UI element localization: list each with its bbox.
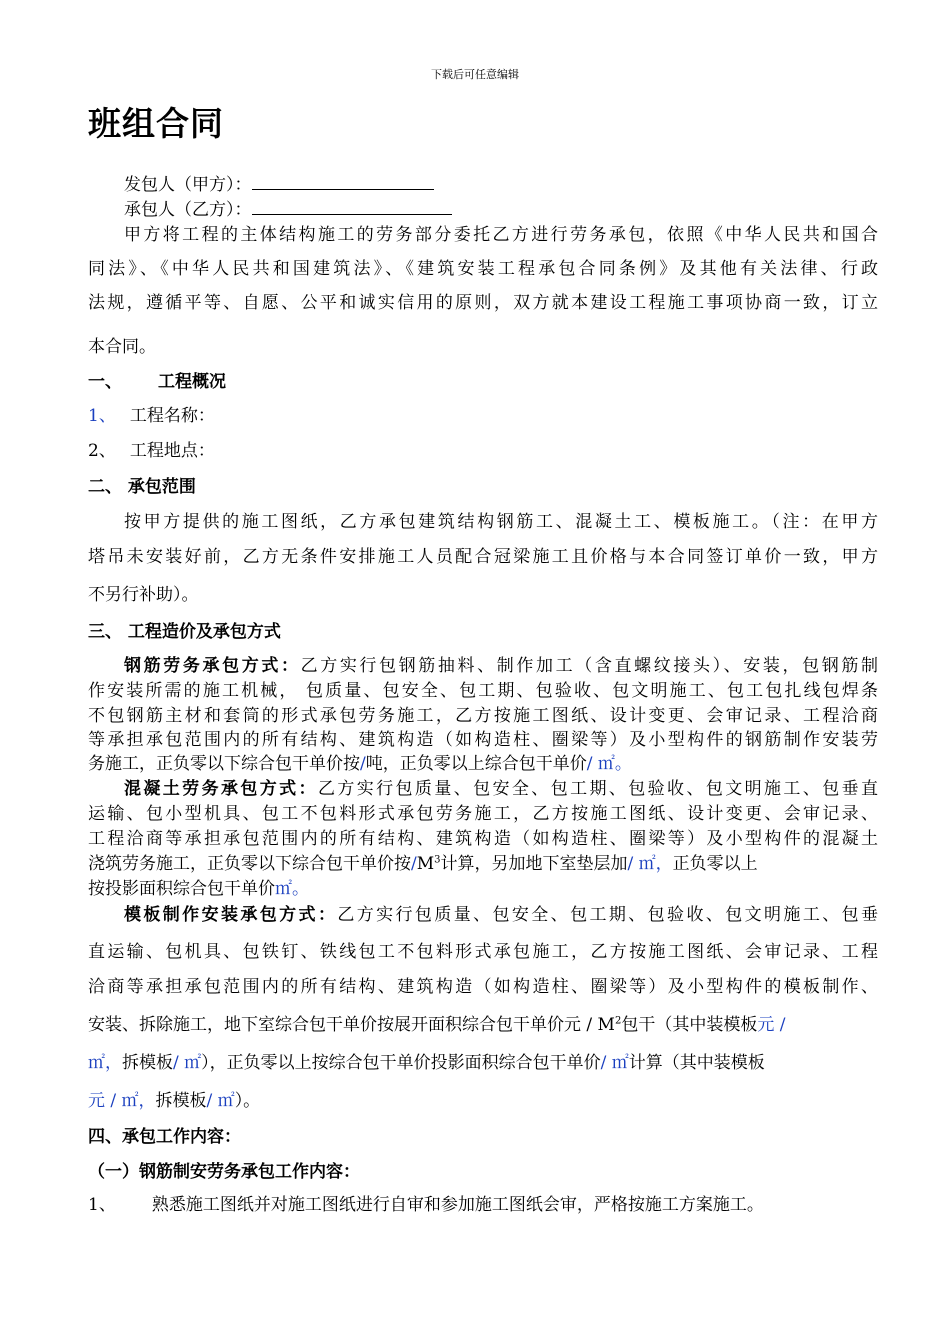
section-1-number: 一、 bbox=[88, 372, 122, 392]
body-line: 按甲方提供的施工图纸，乙方承包建筑结构钢筋工、混凝土工、模板施工。（注：在甲方 bbox=[124, 512, 878, 532]
item-text: 工程地点： bbox=[129, 441, 215, 461]
section-4-heading: 四、承包工作内容： bbox=[88, 1127, 241, 1147]
formwork-text: 计算（其中装模板 bbox=[628, 1053, 765, 1073]
party-b-label: 承包人（乙方）： bbox=[124, 200, 252, 220]
party-b-line bbox=[124, 195, 878, 220]
list-item bbox=[88, 401, 878, 426]
section-1-title: 工程概况 bbox=[158, 372, 226, 392]
unit-text: / ㎡ bbox=[600, 1053, 629, 1073]
page-title: 班组合同 bbox=[88, 104, 224, 143]
formwork-text: 拆模板 bbox=[122, 1053, 173, 1073]
formwork-text: 拆模板 bbox=[155, 1091, 207, 1111]
party-a-label: 发包人（甲方）： bbox=[124, 175, 252, 195]
intro-line: 法规，遵循平等、自愿、公平和诚实信用的原则，双方就本建设工程施工事项协商一致，订立 bbox=[88, 293, 878, 313]
rebar-line: 不包钢筋主材和套筒的形式承包劳务施工，乙方按施工图纸、设计变更、会审记录、工程洽商 bbox=[88, 706, 878, 726]
item-number: 1、 bbox=[88, 1195, 116, 1215]
formwork-text: ）。 bbox=[234, 1091, 261, 1111]
section-4-1-heading: （一）钢筋制安劳务承包工作内容： bbox=[88, 1162, 360, 1182]
section-3-heading: 三、 工程造价及承包方式 bbox=[88, 622, 281, 642]
section-2-heading: 二、 承包范围 bbox=[88, 477, 196, 497]
intro-line: 本合同。 bbox=[88, 337, 156, 357]
unit-text: / ㎡ bbox=[173, 1053, 202, 1073]
intro-line: 甲方将工程的主体结构施工的劳务部分委托乙方进行劳务承包，依照《中华人民共和国合 bbox=[124, 225, 878, 245]
item-number: 2、 bbox=[88, 441, 116, 461]
party-b-blank bbox=[252, 199, 452, 215]
party-a-blank bbox=[252, 174, 434, 190]
concrete-text: 正负零以上 bbox=[672, 854, 758, 874]
formwork-label: 模板制作安装承包方式： bbox=[124, 905, 338, 925]
unit-text: 元 / ㎡， bbox=[88, 1091, 156, 1111]
formwork-text: 包干（其中装模板 bbox=[621, 1015, 758, 1035]
header-note: 下载后可任意编辑 bbox=[431, 68, 519, 81]
rebar-line bbox=[88, 749, 878, 774]
rebar-text: 乙方实行包钢筋抽料、制作加工（含直螺纹接头）、安装，包钢筋制 bbox=[300, 656, 879, 676]
concrete-text: 按投影面积综合包干单价 bbox=[88, 879, 275, 899]
formwork-line bbox=[88, 1086, 878, 1111]
formwork-line: 直运输、包机具、包铁钉、铁线包工不包料形式承包施工，乙方按施工图纸、会审记录、工程 bbox=[88, 942, 878, 962]
formwork-text: ），正负零以上按综合包干单价投影面积综合包干单价 bbox=[201, 1053, 601, 1073]
item-text: 熟悉施工图纸并对施工图纸进行自审和参加施工图纸会审，严格按施工方案施工。 bbox=[151, 1195, 764, 1215]
unit-text: ㎡， bbox=[88, 1053, 122, 1073]
section-1-heading bbox=[88, 367, 878, 392]
party-a-line bbox=[124, 170, 878, 195]
unit-text: / bbox=[360, 754, 366, 774]
superscript: 3 bbox=[434, 854, 441, 866]
concrete-text: 计算，另加地下室垫层加 bbox=[440, 854, 628, 874]
concrete-line: 运输、包小型机具、包工不包料形式承包劳务施工，乙方按施工图纸、设计变更、会审记录、 bbox=[88, 804, 878, 824]
concrete-text: 乙方实行包质量、包安全、包工期、包验收、包文明施工、包垂直 bbox=[317, 779, 879, 799]
rebar-text: 吨，正负零以上综合包干单价 bbox=[365, 754, 587, 774]
body-line: 塔吊未安装好前，乙方无条件安排施工人员配合冠梁施工且价格与本合同签订单价一致，甲方 bbox=[88, 547, 878, 567]
unit-text: ㎡。 bbox=[275, 879, 309, 899]
unit-text: M bbox=[416, 854, 435, 874]
rebar-text: 务施工，正负零以下综合包干单价按 bbox=[88, 754, 360, 774]
formwork-line bbox=[124, 900, 878, 925]
concrete-label: 混凝土劳务承包方式： bbox=[124, 779, 318, 799]
superscript: 2 bbox=[614, 1015, 622, 1027]
unit-text: 元 / bbox=[757, 1015, 786, 1035]
rebar-line: 作安装所需的施工机械， 包质量、包安全、包工期、包验收、包文明施工、包工包扎线包焊条 bbox=[88, 681, 878, 701]
concrete-line bbox=[88, 849, 878, 874]
concrete-line: 工程洽商等承担承包范围内的所有结构、建筑构造（如构造柱、圈梁等）及小型构件的混凝土 bbox=[88, 829, 878, 849]
formwork-line bbox=[88, 1010, 878, 1035]
unit-text: / ㎡， bbox=[627, 854, 673, 874]
rebar-line: 等承担承包范围内的所有结构、建筑构造（如构造柱、圈梁等）及小型构件的钢筋制作安装劳 bbox=[88, 730, 878, 750]
formwork-line bbox=[88, 1048, 878, 1073]
unit-text: / ㎡。 bbox=[586, 754, 632, 774]
formwork-text: 安装、拆除施工，地下室综合包干单价按展开面积综合包干单价元 / M bbox=[88, 1015, 615, 1035]
rebar-label: 钢筋劳务承包方式： bbox=[124, 656, 301, 676]
list-item bbox=[88, 1190, 878, 1215]
concrete-text: 浇筑劳务施工，正负零以下综合包干单价按 bbox=[88, 854, 411, 874]
concrete-line bbox=[88, 874, 878, 899]
formwork-text: 乙方实行包质量、包安全、包工期、包验收、包文明施工、包垂 bbox=[337, 905, 879, 925]
formwork-line: 洽商等承担承包范围内的所有结构、建筑构造（如构造柱、圈梁等）及小型构件的模板制作、 bbox=[88, 977, 878, 997]
rebar-line bbox=[124, 651, 878, 676]
list-item bbox=[88, 436, 878, 461]
concrete-line bbox=[124, 774, 878, 799]
unit-text: / bbox=[411, 854, 417, 874]
intro-line: 同法》、《中华人民共和国建筑法》、《建筑安装工程承包合同条例》及其他有关法律、行政 bbox=[88, 259, 878, 279]
item-number: 1、 bbox=[88, 406, 116, 426]
item-text: 工程名称： bbox=[129, 406, 215, 426]
body-line: 不另行补助）。 bbox=[88, 585, 199, 605]
unit-text: / ㎡ bbox=[206, 1091, 235, 1111]
